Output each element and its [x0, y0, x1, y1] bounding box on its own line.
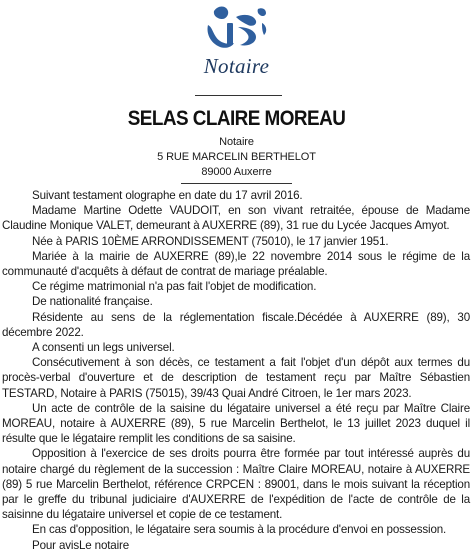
header-divider-top [195, 95, 282, 96]
notice-paragraph: Née à PARIS 10ÈME ARRONDISSEMENT (75010), le 17 janvier 1951. [32, 234, 389, 248]
notice-paragraph: Suivant testament olographe en date du 17 avril 2016. [32, 189, 303, 202]
notice-paragraph: Résidente au sens de la réglementation fiscale.Décédée à AUXERRE (89), 30 décembre 2022. [2, 310, 470, 339]
notice-paragraph: Un acte de contrôle de la saisine du légataire universel a été reçu par Maître Claire MOREAU, notaire à AUXERRE (89), 5 rue Marcelin Berthelot, le 13 juillet 2023 duquel il résulte que le légataire remplit les conditions de sa saisine. [2, 401, 470, 446]
notice-paragraph: Mariée à la mairie de AUXERRE (89),le 22 novembre 2014 sous le régime de la communauté d'acquêts à défaut de contrat de mariage préalable. [2, 249, 470, 279]
notice-paragraph: De nationalité française. [32, 295, 153, 309]
notaire-emblem-icon [196, 3, 276, 55]
office-address: 5 RUE MARCELIN BERTHELOT [157, 151, 316, 163]
header-divider-bottom [181, 183, 292, 184]
notice-paragraph: Pour avisLe notaire [32, 538, 130, 552]
office-name: SELAS CLAIRE MOREAU [127, 107, 346, 130]
notice-paragraph: Opposition à l'exercice de ses droits pourra être formée par tout intéressé auprès du notaire chargé du règlement de la succession : Maître Claire MOREAU, notaire à AUXERRE (89) 5 rue Marcelin Berthelot, référence CRPCEN : 89001, dans le mois suivant la réception par le greffe du tribunal judiciaire d'AUXERRE de l'expédition de l'acte de contrôle de la saisinne du légataire universel et copie de ce testament. [2, 447, 470, 522]
notice-paragraph: A consenti un legs universel. [32, 341, 175, 355]
office-role: Notaire [219, 136, 254, 148]
notice-paragraph: Madame Martine Odette VAUDOIT, en son vivant retraitée, épouse de Madame Claudine Monique VALET, demeurant à AUXERRE (89), 31 rue du Lycée Jacques Amyot. [2, 204, 470, 233]
notice-paragraph: Ce régime matrimonial n'a pas fait l'objet de modification. [32, 280, 317, 294]
notaire-wordmark: Notaire [203, 54, 270, 78]
notaire-logo [0, 0, 473, 88]
office-city: 89000 Auxerre [201, 166, 272, 178]
notice-paragraph: Consécutivement à son décès, ce testament a fait l'objet d'un dépôt aux termes du procès-verbal d'ouverture et de description de testament reçu par Maître Sébastien TESTARD, Notaire à PARIS (75015), 39/43 Quai André Citroen, le 1er mars 2023. [2, 356, 470, 400]
notice-body [2, 188, 470, 553]
notice-paragraph: En cas d'opposition, le légataire sera soumis à la procédure d'envoi en possession. [32, 523, 447, 537]
